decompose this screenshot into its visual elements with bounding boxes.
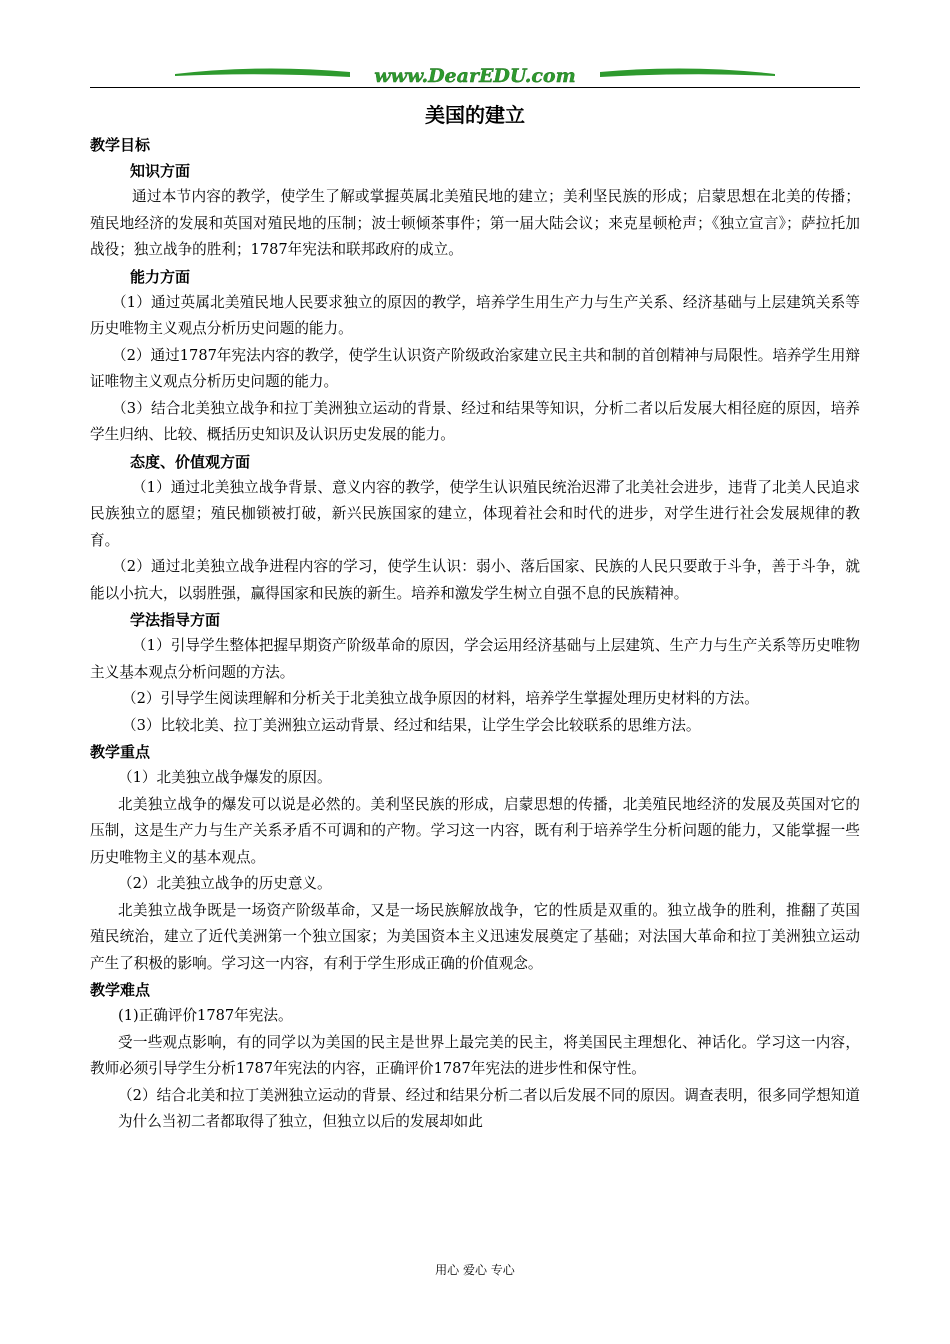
section-heading-difficulties: 教学难点 xyxy=(90,981,151,999)
page-title: 美国的建立 xyxy=(425,103,525,127)
site-banner-logo xyxy=(170,62,780,88)
paragraph: 北美独立战争既是一场资产阶级革命，又是一场民族解放战争，它的性质是双重的。独立战争的胜利，推翻了英国殖民统治，建立了近代美洲第一个独立国家；为美国资本主义迅速发展奠定了基础；对法国大革命和拉丁美洲独立运动产生了积极的影响。学习这一内容，有利于学生形成正确的价值观念。 xyxy=(90,901,860,972)
paragraph: （1）北美独立战争爆发的原因。 xyxy=(118,769,332,786)
paragraph: 受一些观点影响，有的同学以为美国的民主是世界上最完美的民主，将美国民主理想化、神话化。学习这一内容，教师必须引导学生分析1787年宪法的内容，正确评价1787年宪法的进步性和保守性。 xyxy=(90,1033,860,1077)
subheading-knowledge: 知识方面 xyxy=(130,162,191,180)
paragraph: （2）通过北美独立战争进程内容的学习，使学生认识：弱小、落后国家、民族的人民只要敢于斗争，善于斗争，就能以小抗大，以弱胜强，赢得国家和民族的新生。培养和激发学生树立自强不息的民族精神。 xyxy=(90,558,860,602)
paragraph: （3）结合北美独立战争和拉丁美洲独立运动的背景、经过和结果等知识，分析二者以后发展大相径庭的原因，培养学生归纳、比较、概括历史知识及认识历史发展的能力。 xyxy=(90,399,860,443)
paragraph: （1）通过北美独立战争背景、意义内容的教学，使学生认识殖民统治迟滞了北美社会进步，违背了北美人民追求民族独立的愿望；殖民枷锁被打破，新兴民族国家的建立，体现着社会和时代的进步，对学生进行社会发展规律的教育。 xyxy=(90,478,860,549)
paragraph: (1)正确评价1787年宪法。 xyxy=(118,1007,293,1024)
subheading-method: 学法指导方面 xyxy=(130,611,221,629)
paragraph: （1）通过英属北美殖民地人民要求独立的原因的教学，培养学生用生产力与生产关系、经济基础与上层建筑关系等历史唯物主义观点分析历史问题的能力。 xyxy=(90,293,860,337)
page-footer: 用心 爱心 专心 xyxy=(435,1263,515,1277)
subheading-attitude: 态度、价值观方面 xyxy=(130,452,251,471)
document-body xyxy=(90,100,860,1136)
subheading-ability: 能力方面 xyxy=(130,267,191,286)
paragraph: （2）北美独立战争的历史意义。 xyxy=(118,875,332,892)
site-url-text: www.DearEDU.com xyxy=(374,65,576,87)
section-heading-objectives: 教学目标 xyxy=(90,136,151,154)
paragraph: （2）结合北美和拉丁美洲独立运动的背景、经过和结果分析二者以后发展不同的原因。调查表明，很多同学想知道为什么当初二者都取得了独立，但独立以后的发展却如此 xyxy=(118,1086,860,1130)
paragraph: （2）通过1787年宪法内容的教学，使学生认识资产阶级政治家建立民主共和制的首创精神与局限性。培养学生用辩证唯物主义观点分析历史问题的能力。 xyxy=(90,346,860,390)
header-rule xyxy=(90,87,860,88)
paragraph: （1）引导学生整体把握早期资产阶级革命的原因，学会运用经济基础与上层建筑、生产力与生产关系等历史唯物主义基本观点分析问题的方法。 xyxy=(90,637,860,681)
paragraph: （3）比较北美、拉丁美洲独立运动背景、经过和结果，让学生学会比较联系的思维方法。 xyxy=(122,716,701,734)
paragraph: 北美独立战争的爆发可以说是必然的。美利坚民族的形成，启蒙思想的传播，北美殖民地经济的发展及英国对它的压制，这是生产力与生产关系矛盾不可调和的产物。学习这一内容，既有利于培养学生分析问题的能力，又能掌握一些历史唯物主义的基本观点。 xyxy=(90,795,860,866)
paragraph: （2）引导学生阅读理解和分析关于北美独立战争原因的材料，培养学生掌握处理历史材料的方法。 xyxy=(122,690,759,707)
section-heading-key-points: 教学重点 xyxy=(90,743,151,761)
paragraph: 通过本节内容的教学，使学生了解或掌握英属北美殖民地的建立；美利坚民族的形成；启蒙思想在北美的传播；殖民地经济的发展和英国对殖民地的压制；波士顿倾茶事件；第一届大陆会议；来克星顿枪声；《独立宣言》；萨拉托加战役；独立战争的胜利；1787年宪法和联邦政府的成立。 xyxy=(90,188,860,258)
